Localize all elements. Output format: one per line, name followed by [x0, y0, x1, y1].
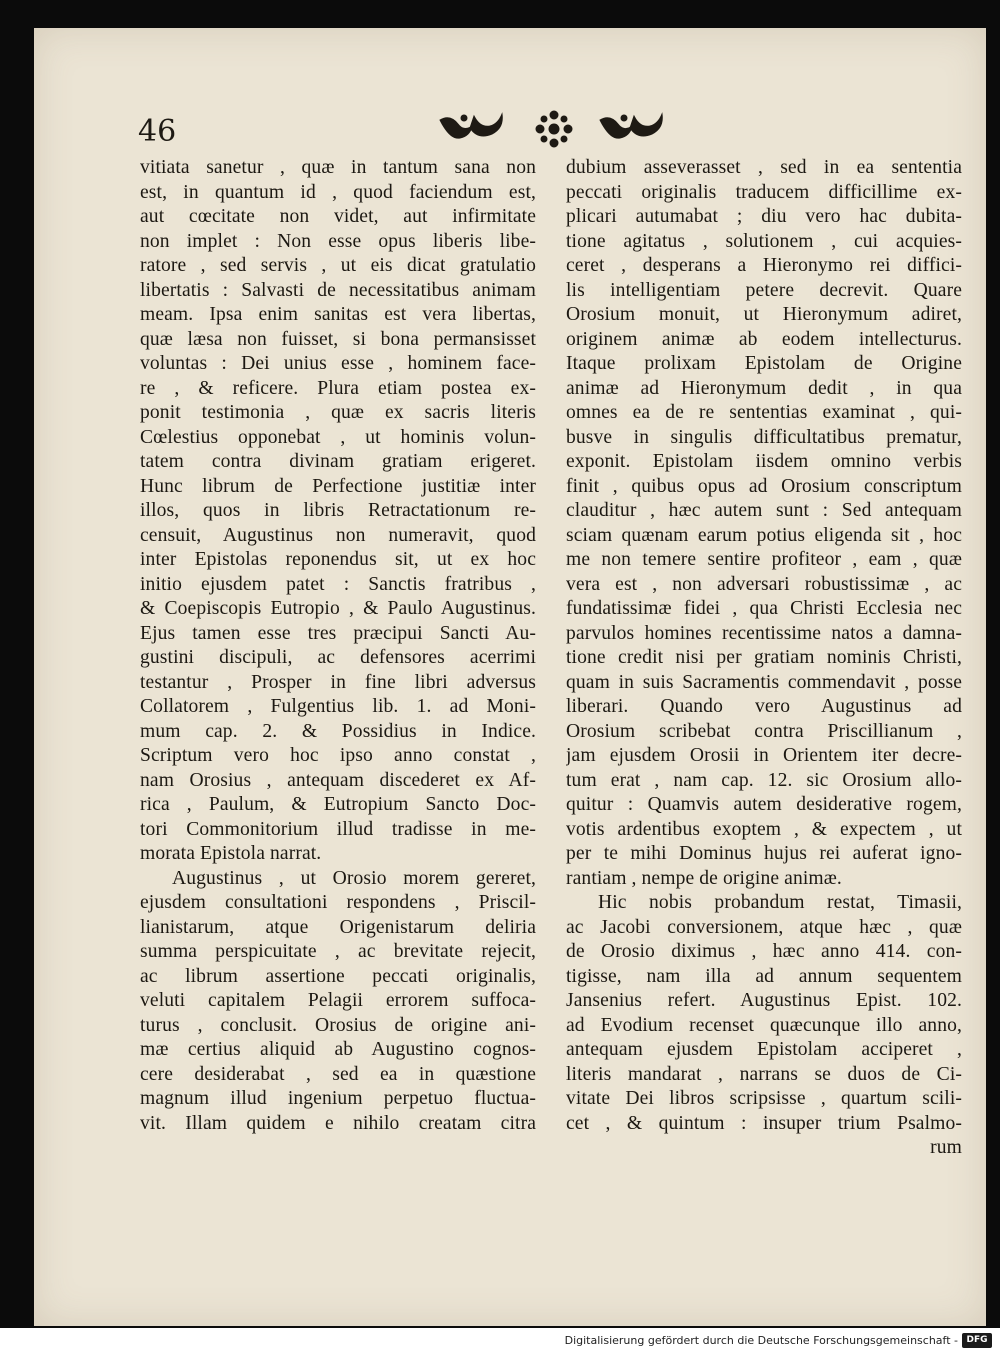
text-line: Orosium monuit, ut Hieronymum adiret, [566, 304, 962, 325]
right-column [566, 156, 962, 1161]
text-line: per te mihi Dominus hujus rei auferat igno- [566, 843, 962, 864]
text-line: vitiata sanetur , quæ in tantum sana non [140, 157, 536, 178]
text-line: rica , Paulum, & Eutropium Sancto Doc- [140, 794, 536, 815]
text-line: rantiam , nempe de origine animæ. [566, 867, 842, 889]
text-line: jam ejusdem Orosii in Orientem iter decre- [566, 745, 962, 766]
text-line: Ejus tamen esse tres præcipui Sancti Au- [140, 622, 536, 644]
text-line: est, in quantum id , quod faciendum est, [140, 181, 536, 203]
text-line: Cœlestius opponebat , ut hominis volun- [140, 426, 536, 448]
text-line: Collatorem , Fulgentius lib. 1. ad Moni- [140, 696, 536, 717]
text-line: testantur , Prosper in fine libri adversus [140, 671, 536, 693]
text-line: liberari. Quando vero Augustinus ad [566, 696, 962, 717]
text-line: vit. Illam quidem e nihilo creatam citra [140, 1112, 536, 1134]
text-line: originem animæ ab eodem intellecturus. [566, 328, 962, 350]
text-line: busve in singulis difficultatibus prematur, [566, 426, 962, 448]
text-line: lis intelligentiam petere decrevit. Quare [566, 279, 962, 301]
text-line: me non temere sentire profiteor , eam , quæ [566, 549, 962, 570]
text-line: ac Jacobi conversionem, atque hæc , quæ [566, 916, 962, 938]
text-line: re , & reficere. Plura etiam postea ex- [140, 377, 536, 399]
text-line: summa perspicuitate , ac brevitate rejecit, [140, 941, 536, 962]
text-line: exponit. Epistolam iisdem omnino verbis [566, 451, 962, 472]
text-line: turus , conclusit. Orosius de origine ani- [140, 1014, 536, 1036]
text-line: animæ ad Hieronymum dedit , in qua [566, 377, 962, 399]
text-line: tione credit nisi per gratiam nominis Christi, [566, 647, 962, 668]
text-line: finit , quibus opus ad Orosium conscriptum [566, 475, 962, 497]
text-line: aut cœcitate non videt, aut infirmitate [140, 206, 536, 227]
text-line: nam Orosius , antequam discederet ex Af- [140, 769, 536, 791]
text-line: morata Epistola narrat. [140, 843, 322, 864]
text-line: peccati originalis traducem difficillime ex- [566, 181, 962, 203]
text-line: voluntas : Dei unius esse , hominem face- [140, 353, 536, 374]
text-line: rum [930, 1137, 962, 1158]
text-line: Hunc librum de Perfectione justitiæ inter [140, 475, 536, 497]
text-line: non implet : Non esse opus liberis libe- [140, 230, 536, 252]
text-line: quæ læsa non fuisset, si bona permansisset [140, 328, 536, 350]
text-line: Itaque prolixam Epistolam de Origine [566, 353, 962, 374]
text-line: ad Evodium recenset quæcunque illo anno, [566, 1014, 962, 1036]
text-line: & Coepiscopis Eutropio , & Paulo Augustinus. [140, 598, 536, 619]
text-line: vera est , non adversari robustissimæ , ac [566, 573, 962, 595]
text-line: libertatis : Salvasti de necessitatibus animam [140, 279, 536, 301]
text-line: omnes ea de re sententias examinat , qui- [566, 402, 962, 423]
text-line: de Orosio diximus , hæc anno 414. con- [566, 941, 962, 962]
text-line: votis ardentibus exoptem , & expectem , ut [566, 818, 962, 840]
text-line: initio ejusdem patet : Sanctis fratribus , [140, 573, 536, 595]
text-line: Augustinus , ut Orosio morem gereret, [172, 867, 536, 889]
text-line: mum cap. 2. & Possidius in Indice. [140, 720, 536, 742]
text-line: tigisse, nam illa ad annum sequentem [566, 965, 962, 987]
dfg-logo: DFG [962, 1333, 992, 1348]
text-line: clauditur , hæc autem sunt : Sed antequam [566, 500, 962, 521]
text-line: ponit testimonia , quæ ex sacris literis [140, 402, 536, 423]
text-line: cet , & quintum : insuper trium Psalmo- [566, 1112, 962, 1134]
text-line: vitate Dei libros scripsisse , quartum scili- [566, 1088, 962, 1109]
text-line: parvulos homines recentissime natos a damna- [566, 622, 962, 644]
book-page [34, 28, 986, 1326]
digitization-footer [0, 1330, 1000, 1352]
text-line: censuit, Augustinus non numeravit, quod [140, 524, 536, 546]
text-line: mæ certius aliquid ab Augustino cognos- [140, 1039, 536, 1060]
text-line: quitur : Quamvis autem desiderative rogem, [566, 794, 962, 815]
text-line: ejusdem consultationi respondens , Priscil- [140, 892, 536, 913]
left-column [140, 156, 536, 1136]
text-line: gustini discipuli, ac defensores acerrimi [140, 647, 536, 668]
text-line: lianistarum, atque Origenistarum deliria [140, 916, 536, 938]
text-line: inter Epistolas reponendus sit, ut ex hoc [140, 549, 536, 570]
footer-credit: Digitalisierung gefördert durch die Deutsche Forschungsgemeinschaft - [564, 1334, 958, 1347]
text-line: tione agitatus , solutionem , cui acquies- [566, 230, 962, 252]
text-line: tori Commonitorium illud tradisse in me- [140, 818, 536, 840]
text-line: tum erat , nam cap. 12. sic Orosium allo- [566, 769, 962, 791]
text-line: ceret , desperans a Hieronymo rei diffici- [566, 255, 962, 276]
text-line: fundatissimæ fidei , qua Christi Ecclesia nec [566, 598, 962, 619]
text-line: magnum illud ingenium perpetuo fluctua- [140, 1088, 536, 1109]
text-line: illos, quos in libris Retractationum re- [140, 500, 536, 521]
text-line: ac librum assertione peccati originalis, [140, 965, 536, 987]
text-line: cere desiderabat , sed ea in quæstione [140, 1063, 536, 1085]
ornament-flourish-icon [434, 106, 674, 152]
text-line: literis mandarat , narrans se duos de Ci- [566, 1063, 962, 1085]
text-line: meam. Ipsa enim sanitas est vera libertas, [140, 304, 536, 325]
text-line: antequam ejusdem Epistolam acciperet , [566, 1039, 962, 1060]
text-line: Orosium scribebat contra Priscillianum , [566, 720, 962, 742]
text-line: ratore , sed servis , ut eis dicat gratulatio [140, 255, 536, 276]
text-line: veluti capitalem Pelagii errorem suffoca- [140, 990, 536, 1011]
text-line: Scriptum vero hoc ipso anno constat , [140, 745, 536, 766]
text-line: Hic nobis probandum restat, Timasii, [598, 892, 962, 913]
text-line: plicari autumabat ; diu vero hac dubita- [566, 206, 962, 227]
text-line: Jansenius refert. Augustinus Epist. 102. [566, 990, 962, 1011]
text-line: sciam quænam earum potius eligenda sit , hoc [566, 524, 962, 546]
text-line: quam in suis Sacramentis commendavit , posse [566, 671, 962, 693]
text-line: dubium asseverasset , sed in ea sententia [566, 157, 962, 178]
text-line: tatem contra divinam gratiam erigeret. [140, 451, 536, 472]
page-number: 46 [138, 114, 177, 149]
